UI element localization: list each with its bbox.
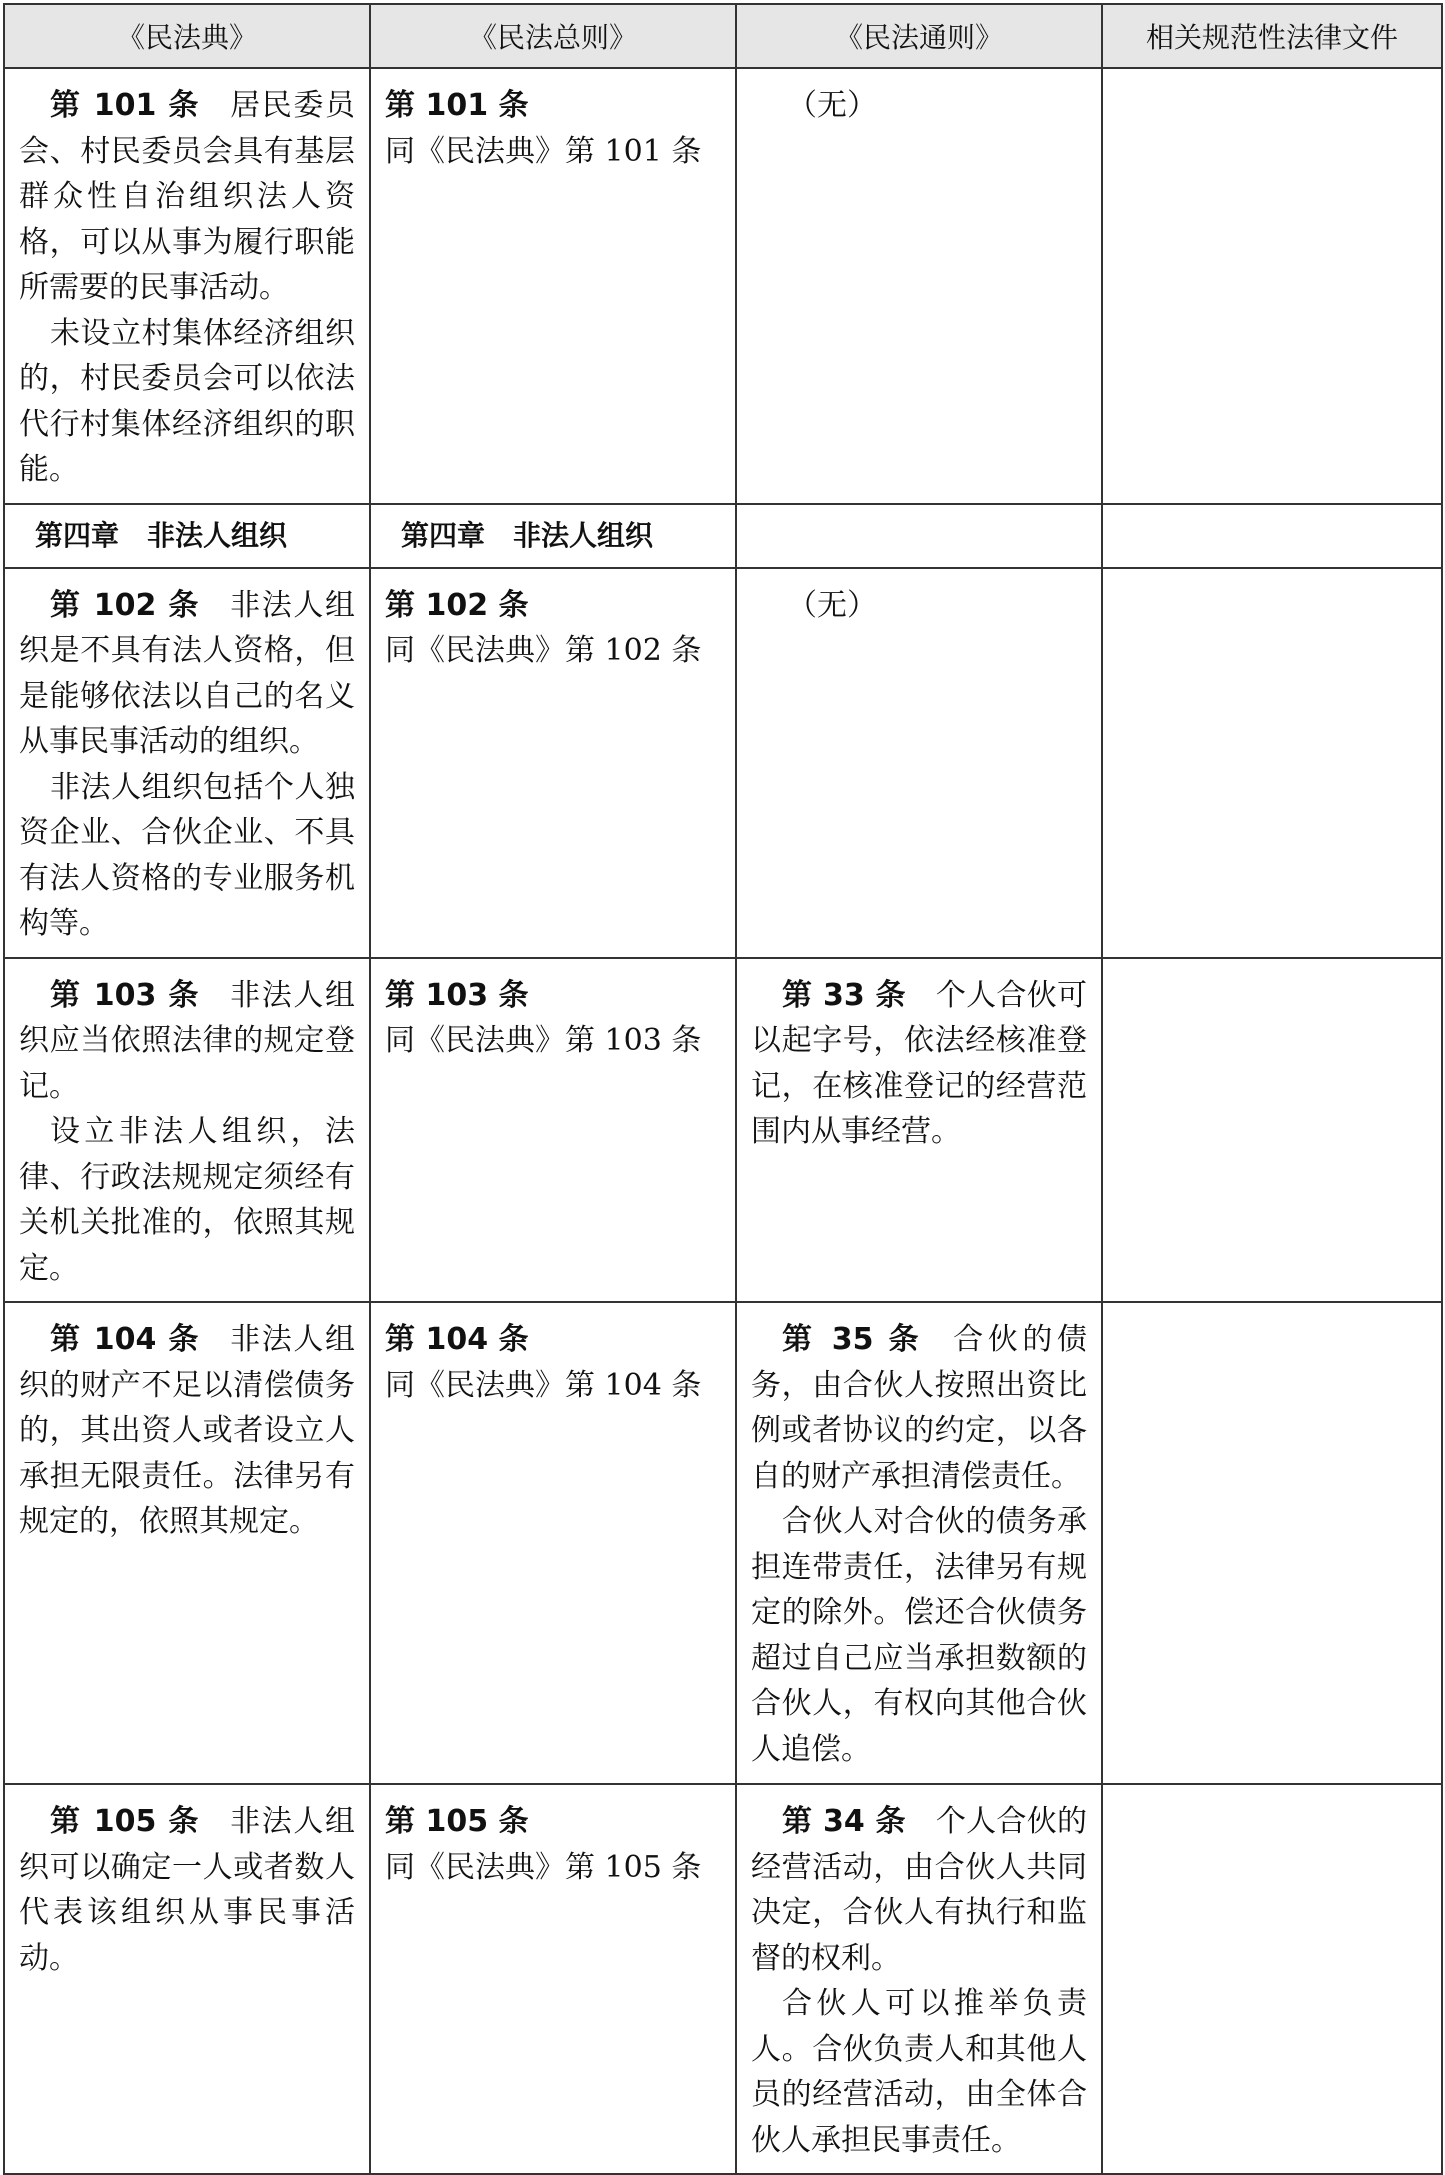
same-as-reference: 同《民法典》第 102 条	[385, 633, 702, 668]
article-number: 第 34 条	[782, 1804, 906, 1839]
table-row-article-104	[4, 1302, 1442, 1784]
article-text: 非法人组织是不具有法人资格，但是能够依法以自己的名义从事民事活动的组织。	[19, 587, 355, 759]
article-number: 第 105 条	[50, 1804, 201, 1839]
header-civil-code: 《民法典》	[4, 4, 370, 68]
article-text: 合伙的债务，由合伙人按照出资比例或者协议的约定，以各自的财产承担清偿责任。	[751, 1322, 1088, 1494]
general-principles-article-102	[736, 568, 1102, 958]
general-principles-article-34	[736, 1784, 1102, 2174]
related-documents-article-101	[1102, 68, 1442, 504]
chapter-title: 第四章 非法人组织	[35, 518, 288, 552]
article-number: 第 33 条	[782, 977, 906, 1013]
article-text: 个人合伙的经营活动，由合伙人共同决定，合伙人有执行和监督的权利。	[751, 1804, 1088, 1976]
article-number: 第 105 条	[385, 1804, 529, 1839]
same-as-reference: 同《民法典》第 104 条	[385, 1367, 702, 1403]
article-text: 设立非法人组织，法律、行政法规规定须经有关机关批准的，依照其规定。	[19, 1114, 355, 1286]
same-as-reference: 同《民法典》第 105 条	[385, 1849, 702, 1885]
law-comparison-table	[3, 3, 1443, 2175]
related-documents-article-104	[1102, 1302, 1442, 1784]
article-number: 第 101 条	[385, 88, 529, 123]
article-number: 第 103 条	[385, 977, 529, 1013]
civil-code-article-104	[4, 1302, 370, 1784]
article-number: 第 104 条	[385, 1322, 529, 1357]
civil-code-article-102	[4, 568, 370, 958]
civil-code-article-103	[4, 958, 370, 1303]
general-provisions-article-104	[370, 1302, 736, 1784]
article-text: 居民委员会、村民委员会具有基层群众性自治组织法人资格，可以从事为履行职能所需要的民事活动。	[19, 88, 355, 305]
article-number: 第 102 条	[385, 587, 529, 623]
article-text: 非法人组织的财产不足以清偿债务的，其出资人或者设立人承担无限责任。法律另有规定的，依照其规定。	[19, 1322, 355, 1539]
article-text: 非法人组织包括个人独资企业、合伙企业、不具有法人资格的专业服务机构等。	[19, 769, 355, 941]
table-row-article-103	[4, 958, 1442, 1303]
article-number: 第 104 条	[50, 1322, 201, 1357]
general-provisions-article-102	[370, 568, 736, 958]
civil-code-article-101	[4, 68, 370, 504]
article-text: 合伙人对合伙的债务承担连带责任，法律另有规定的除外。偿还合伙债务超过自己应当承担数额的合伙人，有权向其他合伙人追偿。	[751, 1504, 1087, 1767]
related-documents-chapter-heading	[1102, 504, 1442, 568]
comparison-table-wrapper	[3, 3, 1443, 2175]
article-text: 个人合伙可以起字号，依法经核准登记，在核准登记的经营范围内从事经营。	[751, 977, 1088, 1149]
general-principles-chapter-heading	[736, 504, 1102, 568]
related-documents-article-102	[1102, 568, 1442, 958]
general-principles-article-101	[736, 68, 1102, 504]
header-general-principles: 《民法通则》	[736, 4, 1102, 68]
chapter-title: 第四章 非法人组织	[401, 518, 654, 552]
table-row-article-101	[4, 68, 1442, 504]
header-related-documents: 相关规范性法律文件	[1102, 4, 1442, 68]
civil-code-article-105	[4, 1784, 370, 2174]
article-number: 第 101 条	[50, 88, 201, 123]
article-text: 合伙人可以推举负责人。合伙负责人和其他人员的经营活动，由全体合伙人承担民事责任。	[751, 1986, 1087, 2158]
general-provisions-article-101	[370, 68, 736, 504]
general-provisions-article-105	[370, 1784, 736, 2174]
table-row-article-102	[4, 568, 1442, 958]
none-marker: （无）	[787, 587, 877, 623]
table-row-chapter-4	[4, 504, 1442, 568]
related-documents-article-103	[1102, 958, 1442, 1303]
article-number: 第 103 条	[50, 977, 201, 1013]
none-marker: （无）	[787, 88, 877, 123]
header-row	[4, 4, 1442, 68]
general-provisions-article-103	[370, 958, 736, 1303]
same-as-reference: 同《民法典》第 101 条	[385, 133, 702, 169]
same-as-reference: 同《民法典》第 103 条	[385, 1023, 702, 1058]
table-row-article-105	[4, 1784, 1442, 2174]
general-principles-article-33	[736, 958, 1102, 1303]
civil-code-chapter-heading	[4, 504, 370, 568]
general-provisions-chapter-heading	[370, 504, 736, 568]
article-number: 第 35 条	[782, 1322, 924, 1357]
article-text: 非法人组织应当依照法律的规定登记。	[19, 977, 355, 1104]
article-number: 第 102 条	[50, 587, 201, 623]
header-general-provisions: 《民法总则》	[370, 4, 736, 68]
article-text: 未设立村集体经济组织的，村民委员会可以依法代行村集体经济组织的职能。	[19, 315, 355, 487]
article-text: 非法人组织可以确定一人或者数人代表该组织从事民事活动。	[19, 1804, 355, 1976]
related-documents-article-105	[1102, 1784, 1442, 2174]
general-principles-article-35	[736, 1302, 1102, 1784]
